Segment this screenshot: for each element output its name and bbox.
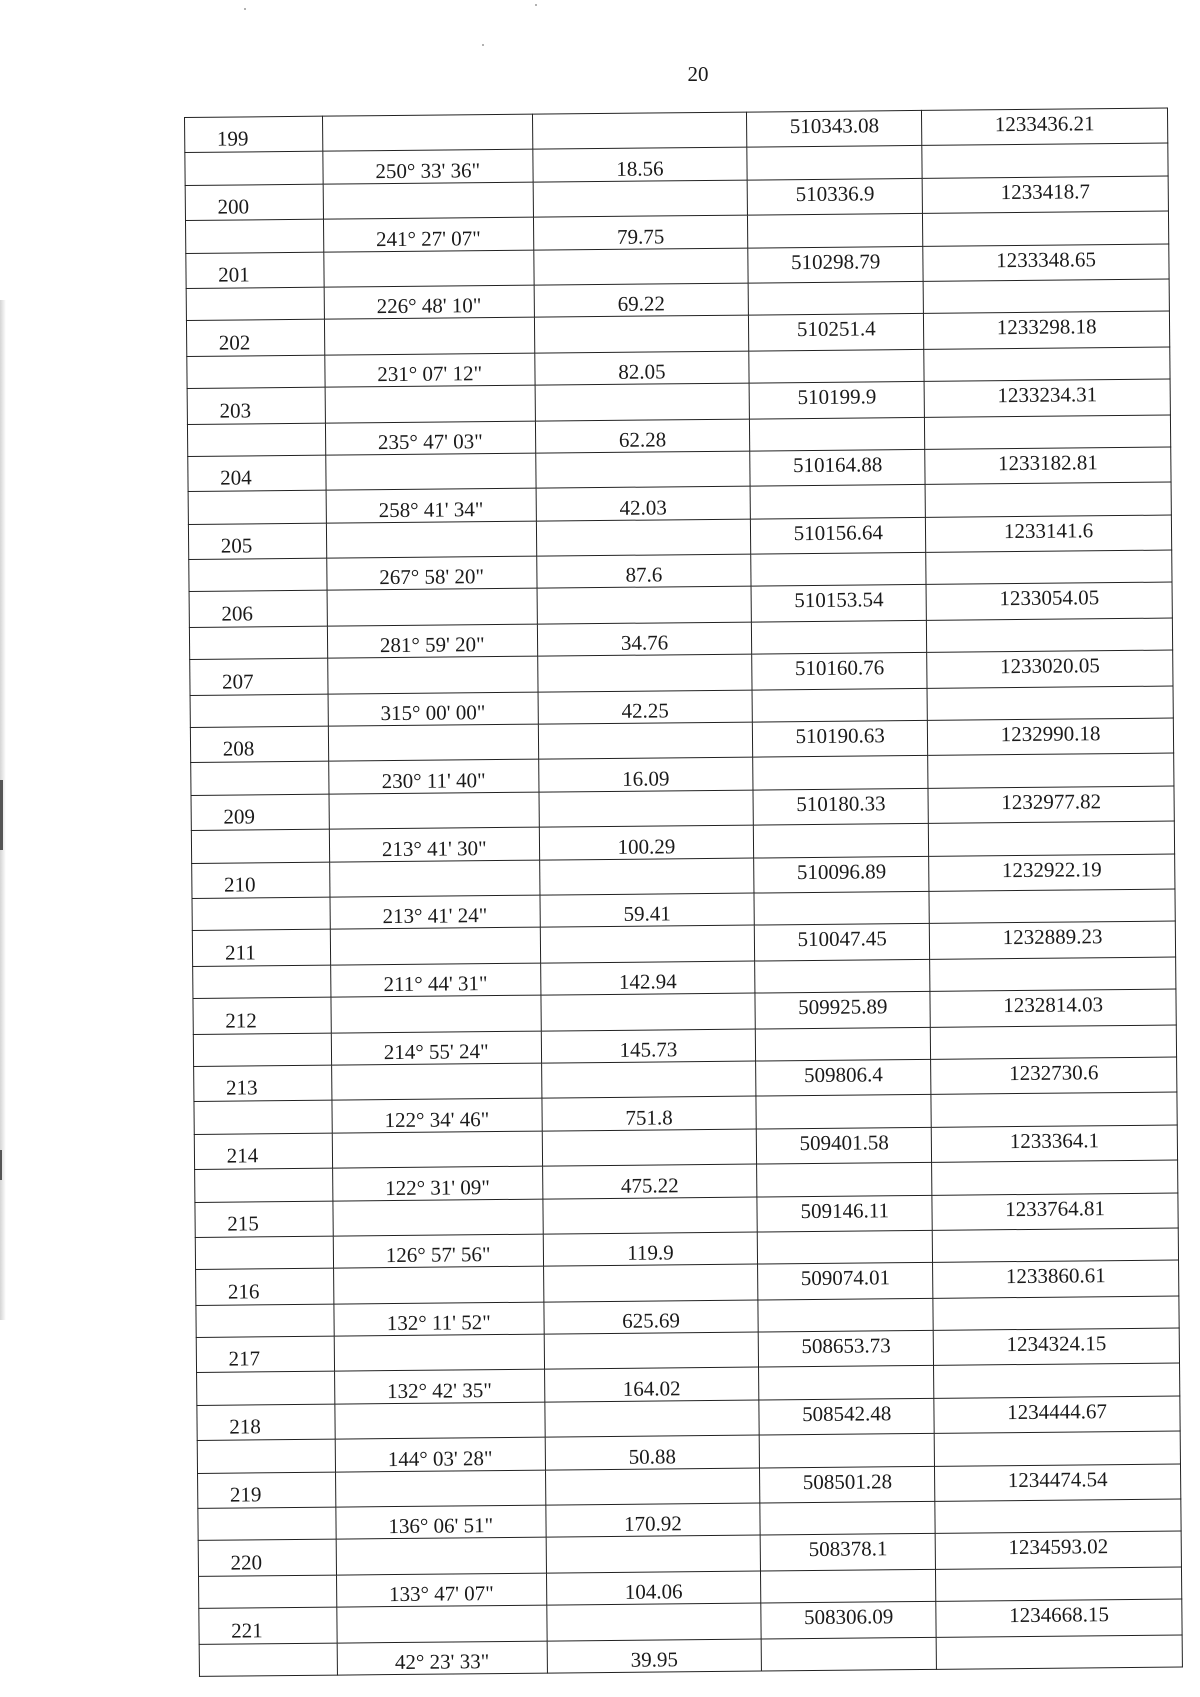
easting-value: 1233364.1 <box>931 1125 1177 1163</box>
station-number: 217 <box>196 1336 334 1373</box>
bearing-value: 211° 44' 31" <box>331 963 541 997</box>
bearing-value: 122° 31' 09" <box>332 1166 542 1200</box>
station-number: 219 <box>198 1472 336 1509</box>
distance-value: 42.25 <box>538 690 753 724</box>
empty-cell <box>751 552 926 586</box>
empty-cell <box>532 112 747 149</box>
northing-value: 510096.89 <box>754 856 929 893</box>
bearing-value: 230° 11' 40" <box>329 760 539 794</box>
northing-value: 508653.73 <box>759 1330 934 1367</box>
northing-value: 510199.9 <box>749 382 924 419</box>
northing-value: 510251.4 <box>749 314 924 351</box>
empty-cell <box>543 1264 758 1301</box>
empty-cell <box>325 385 535 422</box>
bearing-value: 144° 03' 28" <box>335 1437 545 1471</box>
empty-cell <box>535 451 750 488</box>
scan-speck <box>482 44 484 46</box>
distance-value: 625.69 <box>543 1300 758 1334</box>
empty-cell <box>335 1470 545 1507</box>
easting-value: 1234474.54 <box>935 1464 1181 1502</box>
bearing-value: 133° 47' 07" <box>336 1573 546 1607</box>
empty-cell <box>747 146 922 180</box>
easting-value: 1234668.15 <box>936 1599 1182 1637</box>
empty-cell <box>543 1197 758 1234</box>
distance-value: 82.05 <box>534 351 749 385</box>
empty-cell <box>538 722 753 759</box>
station-number: 206 <box>189 591 327 628</box>
northing-value: 510343.08 <box>747 110 922 147</box>
empty-cell <box>925 482 1171 517</box>
easting-value: 1232814.03 <box>930 989 1176 1027</box>
empty-cell <box>326 521 536 558</box>
empty-cell <box>923 279 1169 314</box>
distance-value: 42.03 <box>536 486 751 520</box>
northing-value: 510160.76 <box>752 653 927 690</box>
bearing-value: 136° 06' 51" <box>336 1505 546 1539</box>
empty-cell <box>336 1537 546 1574</box>
empty-cell <box>185 219 323 253</box>
empty-cell <box>185 152 323 186</box>
empty-cell <box>335 1402 545 1439</box>
easting-value: 1234444.67 <box>934 1396 1180 1434</box>
empty-cell <box>330 927 540 964</box>
easting-value: 1233764.81 <box>932 1193 1178 1231</box>
station-number: 199 <box>185 116 323 153</box>
distance-value: 50.88 <box>545 1435 760 1469</box>
empty-cell <box>541 993 756 1030</box>
empty-cell <box>194 1100 332 1134</box>
station-number: 216 <box>196 1268 334 1305</box>
empty-cell <box>322 114 532 151</box>
empty-cell <box>752 620 927 654</box>
station-number: 208 <box>190 726 328 763</box>
easting-value: 1232889.23 <box>929 921 1175 959</box>
bearing-value: 258° 41' 34" <box>326 488 536 522</box>
empty-cell <box>756 1027 931 1061</box>
empty-cell <box>536 519 751 556</box>
empty-cell <box>324 317 534 354</box>
empty-cell <box>753 756 928 790</box>
bearing-value: 231° 07' 12" <box>325 353 535 387</box>
empty-cell <box>927 618 1173 653</box>
empty-cell <box>327 589 537 626</box>
distance-value: 69.22 <box>534 283 749 317</box>
empty-cell <box>936 1567 1182 1602</box>
bearing-value: 213° 41' 24" <box>330 895 540 929</box>
empty-cell <box>930 1025 1176 1060</box>
empty-cell <box>750 417 925 451</box>
easting-value: 1233298.18 <box>924 311 1170 349</box>
empty-cell <box>190 694 328 728</box>
northing-value: 509401.58 <box>757 1127 932 1164</box>
empty-cell <box>333 1199 543 1236</box>
northing-value: 509806.4 <box>756 1059 931 1096</box>
bearing-value: 42° 23' 33" <box>337 1641 547 1675</box>
distance-value: 100.29 <box>539 825 754 859</box>
station-number: 214 <box>194 1133 332 1170</box>
empty-cell <box>533 180 748 217</box>
distance-value: 104.06 <box>546 1571 761 1605</box>
bearing-value: 235° 47' 03" <box>325 421 535 455</box>
station-number: 215 <box>195 1201 333 1238</box>
empty-cell <box>537 587 752 624</box>
scan-edge-mark <box>0 780 3 850</box>
northing-value: 510156.64 <box>751 517 926 554</box>
bearing-value: 126° 57' 56" <box>333 1234 543 1268</box>
easting-value: 1233348.65 <box>923 244 1169 282</box>
bearing-value: 226° 48' 10" <box>324 285 534 319</box>
distance-value: 18.56 <box>532 147 747 181</box>
empty-cell <box>189 626 327 660</box>
northing-value: 508378.1 <box>760 1534 935 1571</box>
empty-cell <box>197 1439 335 1473</box>
empty-cell <box>540 925 755 962</box>
northing-value: 508306.09 <box>761 1602 936 1639</box>
empty-cell <box>198 1507 336 1541</box>
empty-cell <box>324 250 534 287</box>
easting-value: 1233141.6 <box>926 515 1172 553</box>
empty-cell <box>754 824 929 858</box>
bearing-value: 315° 00' 00" <box>328 692 538 726</box>
empty-cell <box>195 1168 333 1202</box>
empty-cell <box>929 821 1175 856</box>
empty-cell <box>748 214 923 248</box>
empty-cell <box>329 792 539 829</box>
easting-value: 1232990.18 <box>928 718 1174 756</box>
empty-cell <box>187 355 325 389</box>
station-number: 204 <box>188 455 326 492</box>
empty-cell <box>186 287 324 321</box>
empty-cell <box>750 485 925 519</box>
northing-value: 510164.88 <box>750 449 925 486</box>
station-number: 202 <box>186 320 324 357</box>
empty-cell <box>541 1061 756 1098</box>
empty-cell <box>534 315 749 352</box>
empty-cell <box>927 686 1173 721</box>
distance-value: 164.02 <box>544 1367 759 1401</box>
empty-cell <box>326 453 536 490</box>
station-number: 221 <box>199 1607 337 1644</box>
empty-cell <box>337 1605 547 1642</box>
bearing-value: 281° 59' 20" <box>327 624 537 658</box>
distance-value: 87.6 <box>536 554 751 588</box>
northing-value: 508501.28 <box>760 1466 935 1503</box>
empty-cell <box>749 349 924 383</box>
easting-value: 1234593.02 <box>935 1531 1181 1569</box>
empty-cell <box>922 143 1168 178</box>
distance-value: 39.95 <box>547 1639 762 1673</box>
empty-cell <box>331 1063 541 1100</box>
bearing-value: 132° 11' 52" <box>334 1302 544 1336</box>
empty-cell <box>535 383 750 420</box>
empty-cell <box>761 1569 936 1603</box>
empty-cell <box>334 1334 544 1371</box>
station-number: 211 <box>192 930 330 967</box>
empty-cell <box>546 1535 761 1572</box>
empty-cell <box>755 959 930 993</box>
empty-cell <box>199 1643 337 1677</box>
empty-cell <box>936 1635 1182 1670</box>
empty-cell <box>331 995 541 1032</box>
bearing-value: 122° 34' 46" <box>332 1098 542 1132</box>
easting-value: 1233436.21 <box>922 108 1168 146</box>
distance-value: 79.75 <box>533 215 748 249</box>
empty-cell <box>924 347 1170 382</box>
northing-value: 509074.01 <box>758 1263 933 1300</box>
empty-cell <box>332 1131 542 1168</box>
distance-value: 34.76 <box>537 622 752 656</box>
northing-value: 509925.89 <box>755 992 930 1029</box>
easting-value: 1232922.19 <box>929 854 1175 892</box>
bearing-value: 132° 42' 35" <box>334 1370 544 1404</box>
easting-value: 1233234.31 <box>924 379 1170 417</box>
empty-cell <box>926 550 1172 585</box>
empty-cell <box>189 558 327 592</box>
distance-value: 119.9 <box>543 1232 758 1266</box>
empty-cell <box>188 490 326 524</box>
empty-cell <box>323 182 533 219</box>
empty-cell <box>539 858 754 895</box>
northing-value: 510047.45 <box>755 924 930 961</box>
northing-value: 510153.54 <box>751 585 926 622</box>
empty-cell <box>934 1431 1180 1466</box>
distance-value: 751.8 <box>542 1096 757 1130</box>
empty-cell <box>935 1499 1181 1534</box>
empty-cell <box>333 1266 543 1303</box>
scan-speck <box>244 8 246 10</box>
empty-cell <box>542 1129 757 1166</box>
empty-cell <box>196 1304 334 1338</box>
station-number: 201 <box>186 252 324 289</box>
station-number: 210 <box>192 862 330 899</box>
northing-value: 510180.33 <box>753 788 928 825</box>
table-body <box>185 108 1183 1676</box>
northing-value: 510336.9 <box>747 178 922 215</box>
empty-cell <box>197 1372 335 1406</box>
station-number: 203 <box>187 387 325 424</box>
station-number: 218 <box>197 1404 335 1441</box>
empty-cell <box>191 762 329 796</box>
empty-cell <box>931 1092 1177 1127</box>
empty-cell <box>193 965 331 999</box>
empty-cell <box>761 1637 936 1671</box>
empty-cell <box>928 753 1174 788</box>
empty-cell <box>759 1366 934 1400</box>
empty-cell <box>546 1603 761 1640</box>
easting-value: 1233182.81 <box>925 447 1171 485</box>
station-number: 220 <box>198 1540 336 1577</box>
empty-cell <box>932 1160 1178 1195</box>
empty-cell <box>191 829 329 863</box>
empty-cell <box>192 897 330 931</box>
northing-value: 510190.63 <box>753 720 928 757</box>
distance-value: 59.41 <box>540 893 755 927</box>
distance-value: 62.28 <box>535 419 750 453</box>
distance-value: 142.94 <box>540 961 755 995</box>
bearing-value: 214° 55' 24" <box>331 1031 541 1065</box>
bearing-value: 267° 58' 20" <box>327 556 537 590</box>
empty-cell <box>933 1296 1179 1331</box>
empty-cell <box>544 1332 759 1369</box>
scan-speck <box>535 4 537 6</box>
empty-cell <box>328 724 538 761</box>
empty-cell <box>328 656 538 693</box>
empty-cell <box>195 1236 333 1270</box>
empty-cell <box>929 889 1175 924</box>
empty-cell <box>544 1400 759 1437</box>
northing-value: 509146.11 <box>757 1195 932 1232</box>
station-number: 207 <box>190 658 328 695</box>
empty-cell <box>758 1230 933 1264</box>
station-number: 209 <box>191 794 329 831</box>
empty-cell <box>754 891 929 925</box>
distance-value: 145.73 <box>541 1029 756 1063</box>
bearing-value: 250° 33' 36" <box>323 150 533 184</box>
empty-cell <box>758 1298 933 1332</box>
empty-cell <box>757 1162 932 1196</box>
empty-cell <box>533 248 748 285</box>
empty-cell <box>193 1033 331 1067</box>
station-number: 213 <box>194 1065 332 1102</box>
page-number: 20 <box>687 62 709 86</box>
empty-cell <box>923 211 1169 246</box>
bearing-value: 213° 41' 30" <box>329 827 539 861</box>
station-number: 200 <box>185 184 323 221</box>
distance-value: 170.92 <box>545 1503 760 1537</box>
empty-cell <box>932 1228 1178 1263</box>
scan-edge-mark <box>0 1150 2 1180</box>
empty-cell <box>187 423 325 457</box>
easting-value: 1232730.6 <box>931 1057 1177 1095</box>
empty-cell <box>930 957 1176 992</box>
station-number: 212 <box>193 997 331 1034</box>
station-number: 205 <box>188 523 326 560</box>
easting-value: 1233860.61 <box>933 1260 1179 1298</box>
easting-value: 1233020.05 <box>927 650 1173 688</box>
empty-cell <box>539 790 754 827</box>
easting-value: 1233418.7 <box>922 176 1168 214</box>
empty-cell <box>537 654 752 691</box>
empty-cell <box>925 415 1171 450</box>
empty-cell <box>756 1095 931 1129</box>
easting-value: 1234324.15 <box>933 1328 1179 1366</box>
empty-cell <box>760 1434 935 1468</box>
distance-value: 16.09 <box>538 757 753 791</box>
bearing-value: 241° 27' 07" <box>323 217 533 251</box>
easting-value: 1233054.05 <box>926 583 1172 621</box>
empty-cell <box>330 860 540 897</box>
easting-value: 1232977.82 <box>928 786 1174 824</box>
survey-coordinates-table <box>184 108 1183 1677</box>
distance-value: 475.22 <box>542 1164 757 1198</box>
empty-cell <box>760 1501 935 1535</box>
empty-cell <box>199 1575 337 1609</box>
northing-value: 510298.79 <box>748 246 923 283</box>
empty-cell <box>752 688 927 722</box>
empty-cell <box>934 1363 1180 1398</box>
empty-cell <box>748 281 923 315</box>
northing-value: 508542.48 <box>759 1398 934 1435</box>
empty-cell <box>545 1468 760 1505</box>
